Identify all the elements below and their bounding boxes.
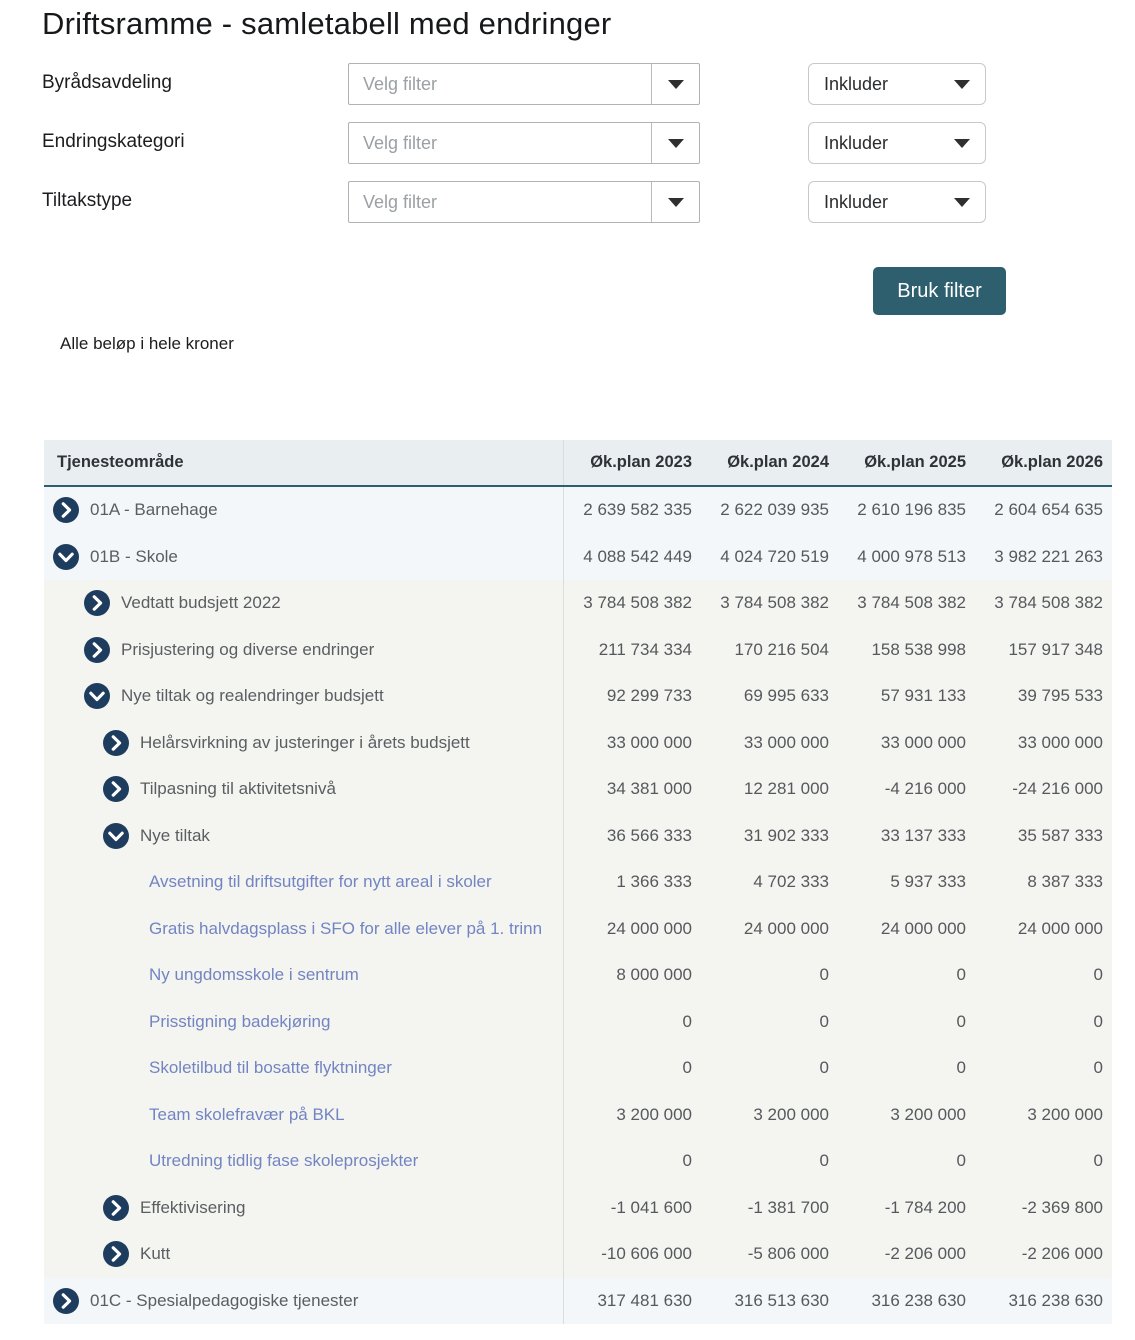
value-cell: 33 000 000 [563, 720, 701, 767]
value-cell: 2 604 654 635 [994, 500, 1103, 520]
tiltakstype-mode-select[interactable] [808, 181, 986, 223]
value-cell: 33 000 000 [880, 732, 966, 752]
row-label: Helårsvirkning av justeringer i årets budsjett [140, 732, 470, 752]
value-cell: 316 513 630 [734, 1290, 829, 1310]
value-cell: 3 784 508 382 [994, 593, 1103, 613]
value-cell: 3 784 508 382 [720, 593, 829, 613]
value-cell: 316 238 630 [1008, 1290, 1103, 1310]
value-cell: 0 [956, 1058, 966, 1078]
row-link[interactable]: Gratis halvdagsplass i SFO for alle elever på 1. trinn [149, 918, 543, 938]
table-row [44, 720, 1112, 767]
value-cell: 3 982 221 263 [994, 546, 1103, 566]
table-row [44, 487, 1112, 534]
value-cell: 33 137 333 [880, 825, 966, 845]
row-label: Vedtatt budsjett 2022 [121, 593, 281, 613]
filter-placeholder: Velg filter [363, 132, 438, 153]
value-cell: 4 088 542 449 [563, 534, 701, 581]
value-cell: 3 784 508 382 [563, 580, 701, 627]
table-row [44, 1185, 1112, 1232]
value-cell: 0 [819, 1151, 829, 1171]
mode-value: Inkluder [824, 73, 889, 94]
dropdown-toggle[interactable] [651, 182, 699, 222]
value-cell: 157 917 348 [1008, 639, 1103, 659]
value-cell: 317 481 630 [563, 1278, 701, 1325]
row-label-cell [44, 1151, 563, 1171]
row-label-cell [44, 590, 563, 616]
table-row [44, 859, 1112, 906]
caret-down-icon [954, 198, 970, 207]
chevron-right-circle-icon[interactable] [53, 1288, 79, 1314]
tiltakstype-filter-select[interactable] [348, 181, 700, 223]
caret-down-icon [668, 198, 684, 207]
value-cell: -2 206 000 [1021, 1244, 1103, 1264]
row-label-cell [44, 1241, 563, 1267]
value-cell: 316 238 630 [871, 1290, 966, 1310]
chevron-down-circle-icon[interactable] [103, 823, 129, 849]
table-body [44, 487, 1112, 1324]
table-row [44, 534, 1112, 581]
value-cell: 24 000 000 [563, 906, 701, 953]
chevron-right-circle-icon[interactable] [84, 590, 110, 616]
value-cell: 24 000 000 [743, 918, 829, 938]
column-header-tjenesteomrade: Tjenesteområde [57, 453, 184, 471]
caret-down-icon [668, 80, 684, 89]
row-label-cell [44, 1012, 563, 1032]
column-header-okplan-2026: Øk.plan 2026 [1001, 453, 1103, 471]
value-cell: 0 [563, 1138, 701, 1185]
filter-placeholder: Velg filter [363, 191, 438, 212]
value-cell: 12 281 000 [743, 779, 829, 799]
row-label-cell [44, 1058, 563, 1078]
value-cell: 24 000 000 [1017, 918, 1103, 938]
filter-label-byradsavdeling: Byrådsavdeling [42, 72, 172, 93]
value-cell: -24 216 000 [1012, 779, 1103, 799]
value-cell: 170 216 504 [734, 639, 829, 659]
table-row [44, 580, 1112, 627]
row-link[interactable]: Avsetning til driftsutgifter for nytt areal i skoler [149, 872, 492, 892]
caret-down-icon [954, 139, 970, 148]
value-cell: 0 [819, 1058, 829, 1078]
value-cell: 3 200 000 [563, 1092, 701, 1139]
value-cell: 3 200 000 [890, 1104, 966, 1124]
table-row [44, 1278, 1112, 1325]
table-row [44, 673, 1112, 720]
budget-table [44, 440, 1112, 1324]
value-cell: 3 200 000 [753, 1104, 829, 1124]
value-cell: 4 000 978 513 [857, 546, 966, 566]
row-label: Effektivisering [140, 1197, 246, 1217]
byradsavdeling-mode-select[interactable] [808, 63, 986, 105]
value-cell: 158 538 998 [871, 639, 966, 659]
endringskategori-filter-select[interactable] [348, 122, 700, 164]
table-row [44, 906, 1112, 953]
row-label-cell [44, 776, 563, 802]
chevron-down-circle-icon[interactable] [84, 683, 110, 709]
row-link[interactable]: Prisstigning badekjøring [149, 1011, 331, 1031]
table-header-row [44, 440, 1112, 487]
table-row [44, 1045, 1112, 1092]
chevron-right-circle-icon[interactable] [103, 1241, 129, 1267]
value-cell: 8 387 333 [1027, 872, 1103, 892]
chevron-right-circle-icon[interactable] [84, 637, 110, 663]
filter-label-endringskategori: Endringskategori [42, 131, 185, 152]
value-cell: 57 931 133 [880, 686, 966, 706]
value-cell: 0 [956, 1011, 966, 1031]
row-label: Kutt [140, 1244, 171, 1264]
table-row [44, 952, 1112, 999]
value-cell: -1 041 600 [563, 1185, 701, 1232]
row-label-cell [44, 965, 563, 985]
value-cell: 3 200 000 [1027, 1104, 1103, 1124]
row-link[interactable]: Ny ungdomsskole i sentrum [149, 965, 359, 985]
value-cell: 0 [819, 1011, 829, 1031]
value-cell: 0 [563, 999, 701, 1046]
filter-placeholder: Velg filter [363, 73, 438, 94]
filter-label-tiltakstype: Tiltakstype [42, 190, 133, 211]
caret-down-icon [954, 80, 970, 89]
byradsavdeling-filter-select[interactable] [348, 63, 700, 105]
row-label-cell [44, 683, 563, 709]
table-row [44, 1138, 1112, 1185]
row-label-cell [44, 1288, 563, 1314]
value-cell: 0 [1093, 1058, 1103, 1078]
value-cell: 4 024 720 519 [720, 546, 829, 566]
value-cell: 36 566 333 [563, 813, 701, 860]
value-cell: 2 610 196 835 [857, 500, 966, 520]
row-label-cell [44, 730, 563, 756]
value-cell: 2 622 039 935 [720, 500, 829, 520]
value-cell: 0 [956, 965, 966, 985]
value-cell: 211 734 334 [563, 627, 701, 674]
dropdown-toggle[interactable] [651, 123, 699, 163]
table-row [44, 766, 1112, 813]
table-row [44, 813, 1112, 860]
value-cell: -2 369 800 [1021, 1197, 1103, 1217]
value-cell: 1 366 333 [563, 859, 701, 906]
value-cell: 0 [1093, 965, 1103, 985]
chevron-right-circle-icon[interactable] [103, 1195, 129, 1221]
row-label-cell [44, 497, 563, 523]
table-row [44, 1092, 1112, 1139]
apply-filter-button[interactable]: Bruk filter [873, 267, 1006, 315]
row-label: Nye tiltak og realendringer budsjett [121, 686, 384, 706]
row-label: Nye tiltak [140, 825, 210, 845]
value-cell: 34 381 000 [563, 766, 701, 813]
value-cell: 5 937 333 [890, 872, 966, 892]
row-label-cell [44, 637, 563, 663]
value-cell: 92 299 733 [563, 673, 701, 720]
mode-value: Inkluder [824, 132, 889, 153]
row-label: Tilpasning til aktivitetsnivå [140, 779, 336, 799]
chevron-right-circle-icon[interactable] [103, 776, 129, 802]
value-cell: 0 [563, 1045, 701, 1092]
row-link[interactable]: Team skolefravær på BKL [149, 1104, 345, 1124]
value-cell: 3 784 508 382 [857, 593, 966, 613]
row-label: 01B - Skole [90, 546, 178, 566]
table-row [44, 627, 1112, 674]
table-row [44, 1231, 1112, 1278]
row-link[interactable]: Utredning tidlig fase skoleprosjekter [149, 1151, 419, 1171]
value-cell: 35 587 333 [1017, 825, 1103, 845]
value-cell: -5 806 000 [747, 1244, 829, 1264]
chevron-right-circle-icon[interactable] [103, 730, 129, 756]
row-label-cell [44, 1105, 563, 1125]
row-link[interactable]: Skoletilbud til bosatte flyktninger [149, 1058, 392, 1078]
row-label: 01C - Spesialpedagogiske tjenester [90, 1290, 359, 1310]
chevron-down-circle-icon[interactable] [53, 544, 79, 570]
value-cell: 39 795 533 [1017, 686, 1103, 706]
value-cell: 2 639 582 335 [563, 487, 701, 534]
value-cell: -4 216 000 [884, 779, 966, 799]
amounts-note: Alle beløp i hele kroner [60, 334, 234, 353]
value-cell: 0 [1093, 1151, 1103, 1171]
row-label: 01A - Barnehage [90, 500, 218, 520]
value-cell: 0 [956, 1151, 966, 1171]
value-cell: -1 784 200 [884, 1197, 966, 1217]
value-cell: 33 000 000 [1017, 732, 1103, 752]
value-cell: 24 000 000 [880, 918, 966, 938]
row-label-cell [44, 1195, 563, 1221]
value-cell: 8 000 000 [563, 952, 701, 999]
caret-down-icon [668, 139, 684, 148]
column-header-okplan-2023: Øk.plan 2023 [563, 440, 701, 485]
value-cell: 0 [1093, 1011, 1103, 1031]
value-cell: 31 902 333 [743, 825, 829, 845]
table-row [44, 999, 1112, 1046]
row-label-cell [44, 823, 563, 849]
row-label-cell [44, 872, 563, 892]
dropdown-toggle[interactable] [651, 64, 699, 104]
row-label: Prisjustering og diverse endringer [121, 639, 375, 659]
value-cell: -10 606 000 [563, 1231, 701, 1278]
value-cell: -1 381 700 [747, 1197, 829, 1217]
column-header-okplan-2025: Øk.plan 2025 [864, 453, 966, 471]
page-title: Driftsramme - samletabell med endringer [42, 6, 612, 41]
row-label-cell [44, 544, 563, 570]
row-label-cell [44, 919, 563, 939]
endringskategori-mode-select[interactable] [808, 122, 986, 164]
chevron-right-circle-icon[interactable] [53, 497, 79, 523]
value-cell: 69 995 633 [743, 686, 829, 706]
value-cell: 33 000 000 [743, 732, 829, 752]
value-cell: 0 [819, 965, 829, 985]
column-header-okplan-2024: Øk.plan 2024 [727, 453, 829, 471]
value-cell: -2 206 000 [884, 1244, 966, 1264]
mode-value: Inkluder [824, 191, 889, 212]
value-cell: 4 702 333 [753, 872, 829, 892]
